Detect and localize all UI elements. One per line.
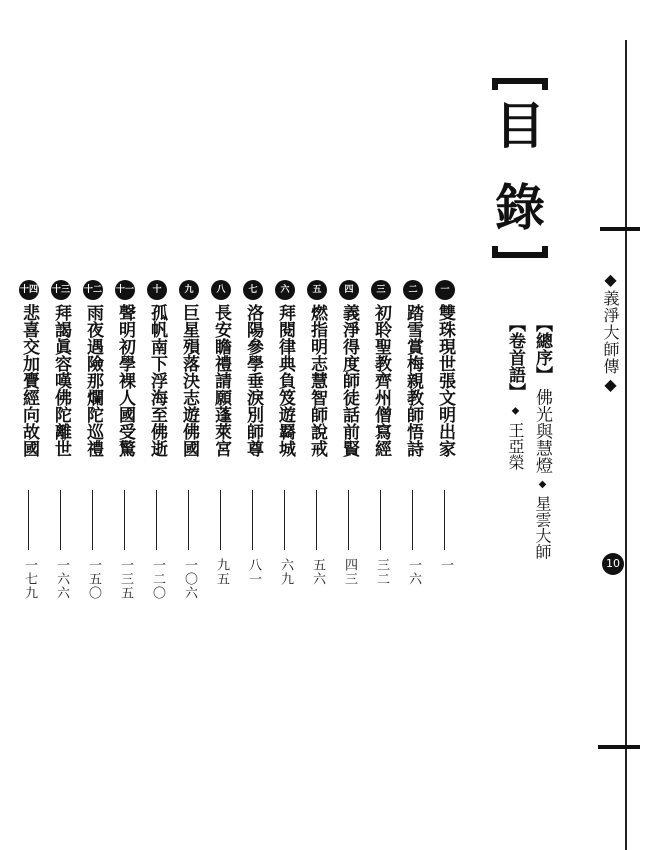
chapter-page: 九五 [214, 558, 229, 586]
chapter-title: 拜閱律典負笈遊羇城 [275, 304, 295, 457]
chapter-page: 一五〇 [86, 558, 101, 600]
chapter-number-badge: 五 [307, 280, 327, 300]
chapter-number-badge: 十 [147, 280, 167, 300]
chapter-page: 一〇六 [182, 558, 197, 600]
toc-entry[interactable] [144, 280, 170, 610]
preface-label: 【總序】 [532, 315, 552, 383]
page-title [480, 78, 560, 258]
foreword-label: 【卷首語】 [505, 315, 525, 400]
chapter-page: 三二 [374, 558, 389, 586]
toc-entry[interactable] [336, 280, 362, 610]
chapter-page: 六九 [278, 558, 293, 586]
leader-line [156, 490, 157, 550]
chapter-number-badge: 十三 [51, 280, 71, 300]
toc-entry[interactable] [176, 280, 202, 610]
diamond-icon: ◆ [537, 478, 548, 490]
chapter-title: 義淨得度師徒話前賢 [339, 304, 359, 457]
chapter-page: 八一 [246, 558, 261, 586]
leader-line [284, 490, 285, 550]
toc-entry[interactable] [368, 280, 394, 610]
leader-line [316, 490, 317, 550]
front-matter-foreword [505, 315, 525, 470]
chapter-page: 一六六 [54, 558, 69, 600]
chapter-page: 一六 [406, 558, 421, 586]
toc-entry[interactable] [432, 280, 458, 610]
page-edge-rule [625, 40, 627, 850]
front-matter-preface [532, 315, 552, 559]
preface-author: 星雲大師 [533, 495, 552, 560]
chapter-page: 一三五 [118, 558, 133, 600]
title-bracket-top [492, 78, 548, 90]
chapter-title: 洛陽參學垂淚別師尊 [243, 304, 263, 457]
toc-entry[interactable] [80, 280, 106, 610]
chapter-number-badge: 十四 [19, 280, 39, 300]
running-head: ◆義淨大師傳◆ [601, 270, 620, 395]
chapter-title: 巨星殞落決志遊佛國 [179, 304, 199, 457]
chapter-title: 拜謁眞容嘆佛陀離世 [51, 304, 71, 457]
chapter-number-badge: 十二 [83, 280, 103, 300]
leader-line [220, 490, 221, 550]
preface-text: 佛光與慧燈 [532, 388, 552, 474]
chapter-number-badge: 七 [243, 280, 263, 300]
chapter-title: 初聆聖教齊州僧寫經 [371, 304, 391, 457]
toc-entry[interactable] [16, 280, 42, 610]
chapter-number-badge: 十一 [115, 280, 135, 300]
leader-line [92, 490, 93, 550]
leader-line [252, 490, 253, 550]
foreword-author: 王亞榮 [506, 421, 525, 470]
leader-line [60, 490, 61, 550]
leader-line [380, 490, 381, 550]
chapter-number-badge: 二 [403, 280, 423, 300]
toc-entry[interactable] [304, 280, 330, 610]
chapter-number-badge: 九 [179, 280, 199, 300]
title-char-2: 錄 [495, 179, 545, 237]
diamond-icon: ◆ [510, 405, 521, 417]
toc-entry[interactable] [272, 280, 298, 610]
title-char-1: 目 [495, 97, 545, 155]
chapter-title: 孤帆南下浮海至佛逝 [147, 304, 167, 457]
chapter-page: 一 [438, 558, 453, 572]
chapter-number-badge: 六 [275, 280, 295, 300]
chapter-page: 四三 [342, 558, 357, 586]
margin-mark-bottom [598, 745, 640, 749]
chapter-page: 一七九 [22, 558, 37, 600]
leader-line [412, 490, 413, 550]
title-bracket-bottom [492, 246, 548, 258]
toc-entry[interactable] [208, 280, 234, 610]
page-number: 10 [602, 553, 624, 575]
toc-entry[interactable] [48, 280, 74, 610]
chapter-number-badge: 八 [211, 280, 231, 300]
chapter-title: 長安瞻禮請願蓬萊宮 [211, 304, 231, 457]
chapter-title: 聲明初學裸人國受驚 [115, 304, 135, 457]
chapter-number-badge: 四 [339, 280, 359, 300]
chapter-page: 一二〇 [150, 558, 165, 600]
chapter-title: 雨夜遇險那爛陀巡禮 [83, 304, 103, 457]
chapter-title: 雙珠現世張文明出家 [435, 304, 455, 457]
chapter-title: 悲喜交加賷經向故國 [19, 304, 39, 457]
toc-entry[interactable] [112, 280, 138, 610]
leader-line [124, 490, 125, 550]
chapter-page: 五六 [310, 558, 325, 586]
chapter-number-badge: 一 [435, 280, 455, 300]
leader-line [444, 490, 445, 550]
chapter-number-badge: 三 [371, 280, 391, 300]
chapter-title: 踏雪賞梅親教師悟詩 [403, 304, 423, 457]
toc-entry[interactable] [240, 280, 266, 610]
chapter-title: 燃指明志慧智師說戒 [307, 304, 327, 457]
margin-mark-top [600, 227, 640, 231]
leader-line [348, 490, 349, 550]
toc-entry[interactable] [400, 280, 426, 610]
leader-line [28, 490, 29, 550]
leader-line [188, 490, 189, 550]
